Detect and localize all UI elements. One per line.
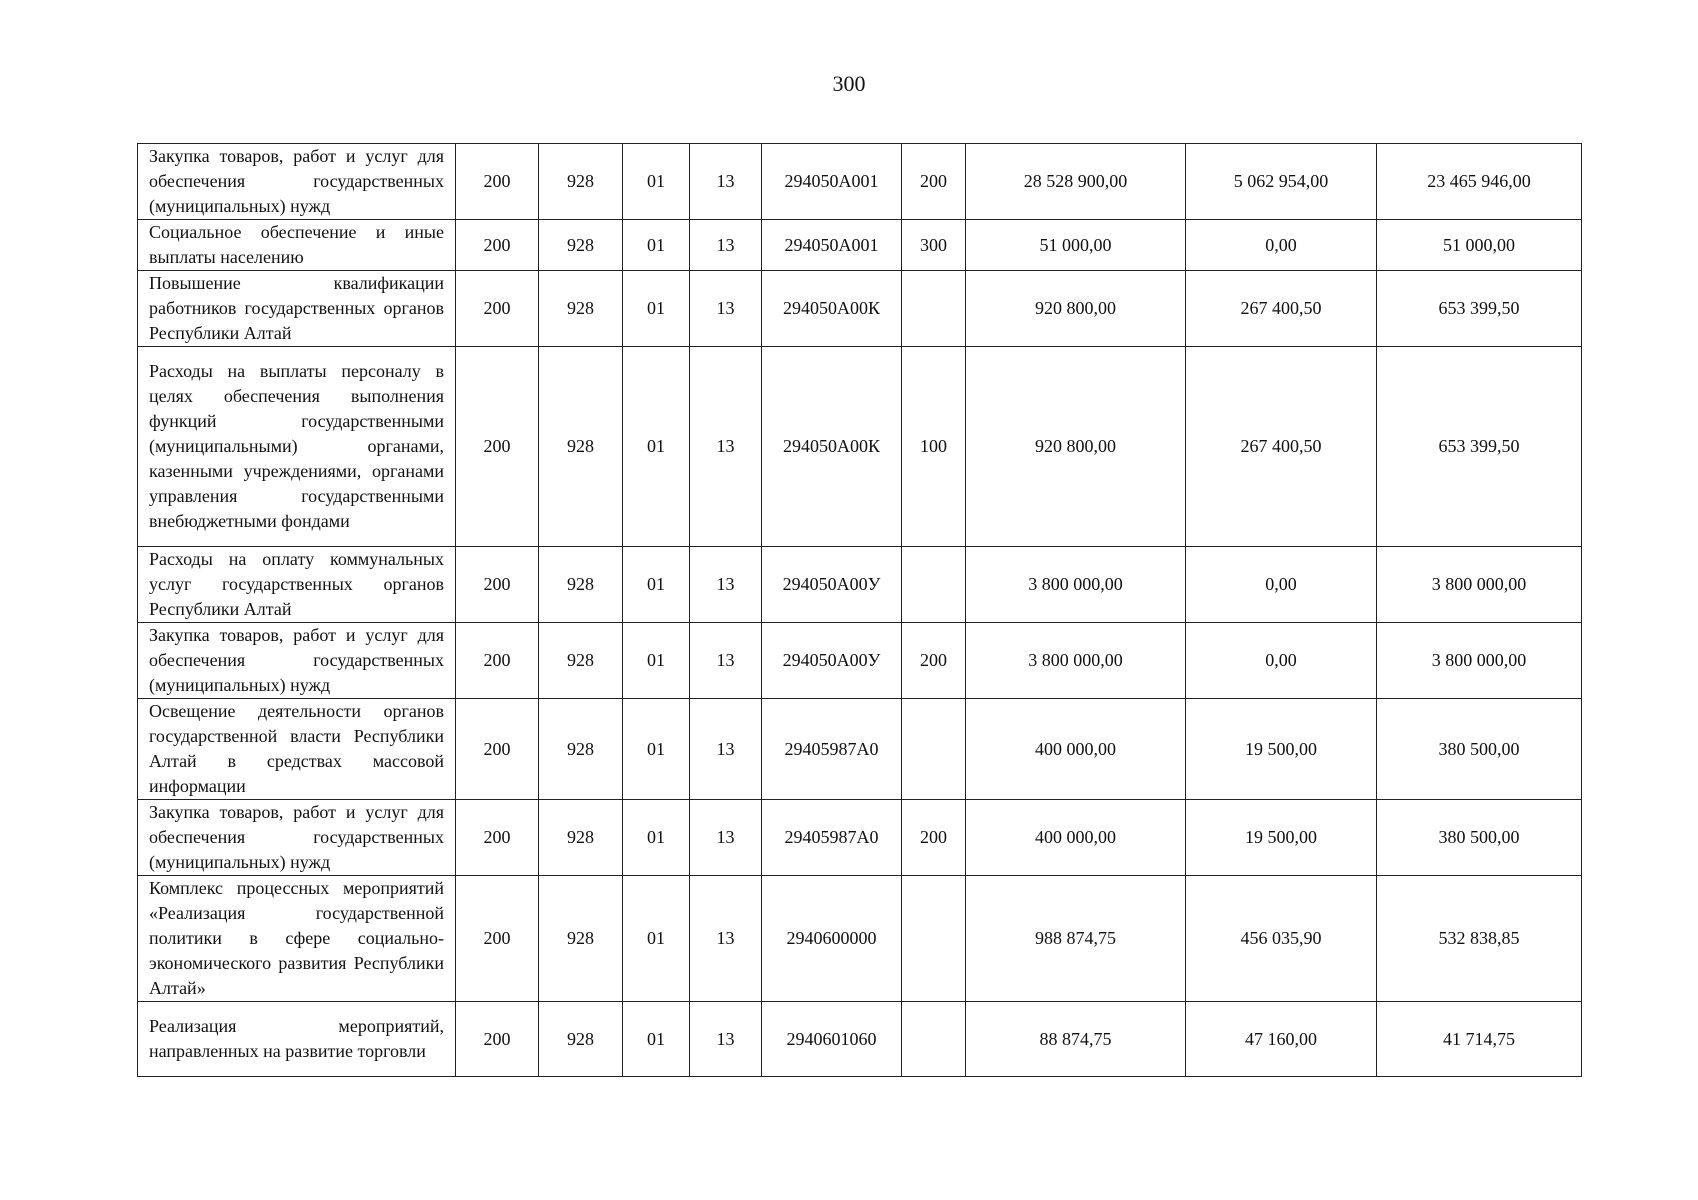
row-c1-cell: 200 xyxy=(456,1002,539,1077)
row-fact-cell: 19 500,00 xyxy=(1186,699,1377,800)
row-vr-cell xyxy=(902,1002,966,1077)
row-vr-cell xyxy=(902,271,966,347)
row-c1-cell: 200 xyxy=(456,699,539,800)
row-code-cell: 2940601060 xyxy=(762,1002,902,1077)
row-fact-cell: 0,00 xyxy=(1186,547,1377,623)
row-rest-cell: 41 714,75 xyxy=(1377,1002,1582,1077)
row-vr-cell: 200 xyxy=(902,800,966,876)
row-fact-cell: 0,00 xyxy=(1186,623,1377,699)
budget-table xyxy=(137,143,1582,1077)
row-c2-cell: 928 xyxy=(539,347,623,547)
row-c4-cell: 13 xyxy=(690,699,762,800)
row-c1-cell: 200 xyxy=(456,271,539,347)
table-row xyxy=(138,144,1582,220)
row-c3-cell: 01 xyxy=(623,876,690,1002)
row-plan-cell: 88 874,75 xyxy=(966,1002,1186,1077)
row-name-cell: Закупка товаров, работ и услуг для обеспечения государственных (муниципальных) нужд xyxy=(138,800,456,876)
row-c3-cell: 01 xyxy=(623,347,690,547)
row-rest-cell: 380 500,00 xyxy=(1377,699,1582,800)
table-row xyxy=(138,347,1582,547)
row-plan-cell: 3 800 000,00 xyxy=(966,623,1186,699)
row-code-cell: 294050А00К xyxy=(762,271,902,347)
row-vr-cell: 200 xyxy=(902,144,966,220)
table-row xyxy=(138,623,1582,699)
row-c1-cell: 200 xyxy=(456,347,539,547)
table-row xyxy=(138,220,1582,271)
row-name-cell: Повышение квалификации работников государственных органов Республики Алтай xyxy=(138,271,456,347)
row-c1-cell: 200 xyxy=(456,144,539,220)
row-vr-cell: 300 xyxy=(902,220,966,271)
row-name-cell: Расходы на оплату коммунальных услуг государственных органов Республики Алтай xyxy=(138,547,456,623)
table-row xyxy=(138,547,1582,623)
row-c4-cell: 13 xyxy=(690,800,762,876)
table-body xyxy=(138,144,1582,1077)
row-name-cell: Закупка товаров, работ и услуг для обеспечения государственных (муниципальных) нужд xyxy=(138,623,456,699)
row-plan-cell: 28 528 900,00 xyxy=(966,144,1186,220)
row-fact-cell: 0,00 xyxy=(1186,220,1377,271)
row-fact-cell: 47 160,00 xyxy=(1186,1002,1377,1077)
row-code-cell: 294050А00У xyxy=(762,547,902,623)
row-c1-cell: 200 xyxy=(456,876,539,1002)
row-c3-cell: 01 xyxy=(623,800,690,876)
row-c4-cell: 13 xyxy=(690,547,762,623)
row-code-cell: 294050А001 xyxy=(762,144,902,220)
row-plan-cell: 920 800,00 xyxy=(966,347,1186,547)
row-c2-cell: 928 xyxy=(539,800,623,876)
row-code-cell: 294050А00К xyxy=(762,347,902,547)
row-vr-cell: 100 xyxy=(902,347,966,547)
row-name-cell: Закупка товаров, работ и услуг для обеспечения государственных (муниципальных) нужд xyxy=(138,144,456,220)
row-name-cell: Социальное обеспечение и иные выплаты населению xyxy=(138,220,456,271)
page-number: 300 xyxy=(832,71,866,96)
row-fact-cell: 267 400,50 xyxy=(1186,347,1377,547)
row-fact-cell: 456 035,90 xyxy=(1186,876,1377,1002)
row-rest-cell: 653 399,50 xyxy=(1377,271,1582,347)
row-name-cell: Комплекс процессных мероприятий «Реализация государственной политики в сфере социально-экономического развития Республики Алтай» xyxy=(138,876,456,1002)
row-c4-cell: 13 xyxy=(690,623,762,699)
row-c3-cell: 01 xyxy=(623,1002,690,1077)
row-vr-cell xyxy=(902,547,966,623)
row-c4-cell: 13 xyxy=(690,876,762,1002)
row-c4-cell: 13 xyxy=(690,220,762,271)
row-c1-cell: 200 xyxy=(456,623,539,699)
row-fact-cell: 5 062 954,00 xyxy=(1186,144,1377,220)
row-c3-cell: 01 xyxy=(623,271,690,347)
row-name-cell: Освещение деятельности органов государственной власти Республики Алтай в средствах массовой информации xyxy=(138,699,456,800)
row-rest-cell: 23 465 946,00 xyxy=(1377,144,1582,220)
row-c1-cell: 200 xyxy=(456,800,539,876)
row-c2-cell: 928 xyxy=(539,271,623,347)
row-c3-cell: 01 xyxy=(623,220,690,271)
row-code-cell: 29405987А0 xyxy=(762,699,902,800)
row-rest-cell: 3 800 000,00 xyxy=(1377,547,1582,623)
row-code-cell: 294050А00У xyxy=(762,623,902,699)
table-row xyxy=(138,876,1582,1002)
row-vr-cell xyxy=(902,699,966,800)
row-c2-cell: 928 xyxy=(539,1002,623,1077)
row-rest-cell: 532 838,85 xyxy=(1377,876,1582,1002)
row-c4-cell: 13 xyxy=(690,1002,762,1077)
row-c2-cell: 928 xyxy=(539,547,623,623)
row-plan-cell: 400 000,00 xyxy=(966,800,1186,876)
row-plan-cell: 51 000,00 xyxy=(966,220,1186,271)
table-row xyxy=(138,271,1582,347)
row-c3-cell: 01 xyxy=(623,144,690,220)
row-c2-cell: 928 xyxy=(539,220,623,271)
row-code-cell: 294050А001 xyxy=(762,220,902,271)
row-vr-cell xyxy=(902,876,966,1002)
row-c3-cell: 01 xyxy=(623,547,690,623)
row-c1-cell: 200 xyxy=(456,220,539,271)
row-c2-cell: 928 xyxy=(539,699,623,800)
row-rest-cell: 51 000,00 xyxy=(1377,220,1582,271)
table-row xyxy=(138,1002,1582,1077)
table-row xyxy=(138,699,1582,800)
row-plan-cell: 3 800 000,00 xyxy=(966,547,1186,623)
row-name-cell: Расходы на выплаты персоналу в целях обеспечения выполнения функций государственными (муниципальными) органами, казенными учреждениями, органами управления государственными внебюджетными фондами xyxy=(138,347,456,547)
row-code-cell: 29405987А0 xyxy=(762,800,902,876)
row-vr-cell: 200 xyxy=(902,623,966,699)
row-plan-cell: 400 000,00 xyxy=(966,699,1186,800)
row-c2-cell: 928 xyxy=(539,144,623,220)
row-c1-cell: 200 xyxy=(456,547,539,623)
row-name-cell: Реализация мероприятий, направленных на развитие торговли xyxy=(138,1002,456,1077)
table-row xyxy=(138,800,1582,876)
row-plan-cell: 920 800,00 xyxy=(966,271,1186,347)
row-c3-cell: 01 xyxy=(623,699,690,800)
row-c4-cell: 13 xyxy=(690,347,762,547)
row-rest-cell: 3 800 000,00 xyxy=(1377,623,1582,699)
row-c3-cell: 01 xyxy=(623,623,690,699)
row-c2-cell: 928 xyxy=(539,623,623,699)
row-c4-cell: 13 xyxy=(690,144,762,220)
row-fact-cell: 267 400,50 xyxy=(1186,271,1377,347)
row-code-cell: 2940600000 xyxy=(762,876,902,1002)
row-c2-cell: 928 xyxy=(539,876,623,1002)
row-fact-cell: 19 500,00 xyxy=(1186,800,1377,876)
row-plan-cell: 988 874,75 xyxy=(966,876,1186,1002)
row-rest-cell: 380 500,00 xyxy=(1377,800,1582,876)
row-c4-cell: 13 xyxy=(690,271,762,347)
row-rest-cell: 653 399,50 xyxy=(1377,347,1582,547)
